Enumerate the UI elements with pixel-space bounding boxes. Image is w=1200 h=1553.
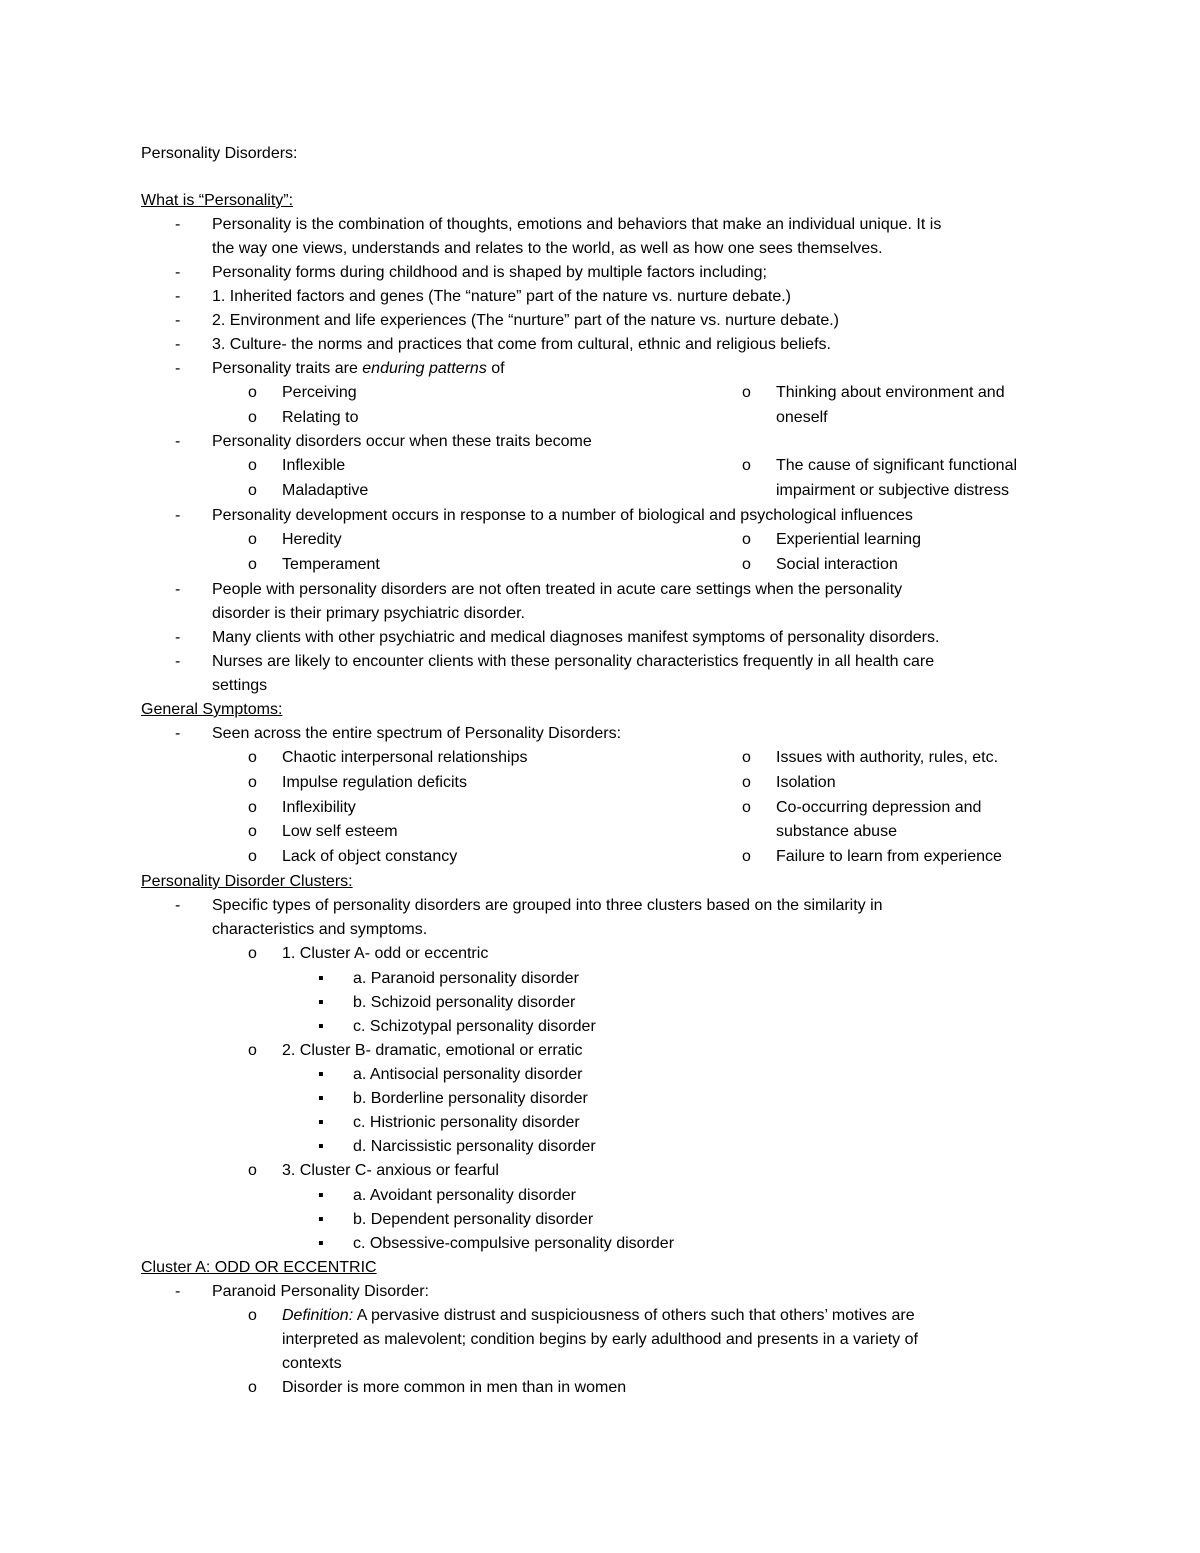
sub-item-text: oneself (776, 409, 828, 426)
dash-bullet: - (175, 312, 181, 329)
sub-item-text: Experiential learning (776, 531, 921, 548)
sub-item-text: Impulse regulation deficits (282, 774, 467, 791)
circle-bullet: o (742, 749, 751, 766)
sub-item-text: Temperament (282, 556, 380, 573)
sub-item-text: Social interaction (776, 556, 898, 573)
sub-item-text: interpreted as malevolent; condition begins by early adulthood and presents in a variety of (282, 1331, 918, 1348)
dash-bullet: - (175, 725, 181, 742)
circle-bullet: o (742, 556, 751, 573)
circle-bullet: o (248, 774, 257, 791)
square-bullet: ▪ (318, 1138, 324, 1155)
sub-sub-item-text: a. Paranoid personality disorder (353, 970, 579, 987)
list-item-text: Personality forms during childhood and is shaped by multiple factors including; (212, 264, 767, 281)
circle-bullet: o (248, 457, 257, 474)
sub-item-text: substance abuse (776, 823, 897, 840)
dash-bullet: - (175, 264, 181, 281)
sub-item-text: Inflexible (282, 457, 346, 474)
sub-sub-item-text: d. Narcissistic personality disorder (353, 1138, 596, 1155)
sub-item-text: 1. Cluster A- odd or eccentric (282, 945, 489, 962)
sub-item-text: Heredity (282, 531, 342, 548)
dash-bullet: - (175, 629, 181, 646)
list-item-text: Personality disorders occur when these traits become (212, 433, 592, 450)
square-bullet: ▪ (318, 1018, 324, 1035)
dash-bullet: - (175, 1283, 181, 1300)
dash-bullet: - (175, 288, 181, 305)
circle-bullet: o (742, 457, 751, 474)
list-item-text: Paranoid Personality Disorder: (212, 1283, 429, 1300)
section-heading-clusters: Personality Disorder Clusters: (141, 873, 353, 890)
sub-item-text: Perceiving (282, 384, 357, 401)
document-title: Personality Disorders: (141, 145, 298, 162)
circle-bullet: o (248, 1042, 257, 1059)
section-heading-cluster-a: Cluster A: ODD OR ECCENTRIC (141, 1259, 377, 1276)
circle-bullet: o (248, 749, 257, 766)
dash-bullet: - (175, 336, 181, 353)
circle-bullet: o (248, 409, 257, 426)
dash-bullet: - (175, 360, 181, 377)
sub-sub-item-text: b. Borderline personality disorder (353, 1090, 588, 1107)
sub-sub-item-text: c. Schizotypal personality disorder (353, 1018, 596, 1035)
square-bullet: ▪ (318, 1066, 324, 1083)
sub-sub-item-text: b. Dependent personality disorder (353, 1211, 594, 1228)
sub-item-text: Issues with authority, rules, etc. (776, 749, 999, 766)
definition-label: Definition: (282, 1307, 354, 1324)
section-heading-general-symptoms: General Symptoms: (141, 701, 283, 718)
sub-sub-item-text: b. Schizoid personality disorder (353, 994, 576, 1011)
circle-bullet: o (742, 384, 751, 401)
sub-item-text: Lack of object constancy (282, 848, 458, 865)
circle-bullet: o (248, 1307, 257, 1324)
sub-item-text: Failure to learn from experience (776, 848, 1002, 865)
list-item-text: Seen across the entire spectrum of Personality Disorders: (212, 725, 622, 742)
square-bullet: ▪ (318, 1114, 324, 1131)
list-item-text: 3. Culture- the norms and practices that come from cultural, ethnic and religious beliefs. (212, 336, 831, 353)
list-item-text: characteristics and symptoms. (212, 921, 428, 938)
sub-item-text: Relating to (282, 409, 359, 426)
circle-bullet: o (248, 1379, 257, 1396)
circle-bullet: o (742, 799, 751, 816)
circle-bullet: o (248, 531, 257, 548)
square-bullet: ▪ (318, 1211, 324, 1228)
circle-bullet: o (248, 1162, 257, 1179)
sub-item-text (282, 1304, 915, 1328)
section-heading-what-is-personality: What is “Personality”: (141, 192, 294, 209)
sub-item-text: Co-occurring depression and (776, 799, 982, 816)
sub-item-text: contexts (282, 1355, 342, 1372)
list-item-text: Personality is the combination of thoughts, emotions and behaviors that make an individual unique. It is (212, 216, 942, 233)
sub-sub-item-text: a. Antisocial personality disorder (353, 1066, 583, 1083)
circle-bullet: o (742, 531, 751, 548)
sub-sub-item-text: a. Avoidant personality disorder (353, 1187, 576, 1204)
dash-bullet: - (175, 216, 181, 233)
list-item-text (212, 357, 505, 381)
square-bullet: ▪ (318, 1090, 324, 1107)
sub-item-text: 3. Cluster C- anxious or fearful (282, 1162, 499, 1179)
sub-item-text: Inflexibility (282, 799, 356, 816)
dash-bullet: - (175, 897, 181, 914)
text-run: A pervasive distrust and suspiciousness of others such that others’ motives are (353, 1307, 915, 1324)
list-item-text: Specific types of personality disorders are grouped into three clusters based on the similarity in (212, 897, 883, 914)
circle-bullet: o (248, 799, 257, 816)
circle-bullet: o (248, 945, 257, 962)
sub-sub-item-text: c. Obsessive-compulsive personality disorder (353, 1235, 675, 1252)
sub-item-text: Maladaptive (282, 482, 369, 499)
circle-bullet: o (742, 774, 751, 791)
sub-item-text: Disorder is more common in men than in women (282, 1379, 627, 1396)
sub-item-text: impairment or subjective distress (776, 482, 1009, 499)
text-run: of (486, 360, 505, 377)
sub-item-text: The cause of significant functional (776, 457, 1018, 474)
square-bullet: ▪ (318, 1187, 324, 1204)
dash-bullet: - (175, 433, 181, 450)
list-item-text: disorder is their primary psychiatric disorder. (212, 605, 525, 622)
circle-bullet: o (742, 848, 751, 865)
square-bullet: ▪ (318, 1235, 324, 1252)
list-item-text: settings (212, 677, 268, 694)
sub-item-text: Isolation (776, 774, 836, 791)
sub-item-text: 2. Cluster B- dramatic, emotional or erratic (282, 1042, 583, 1059)
square-bullet: ▪ (318, 970, 324, 987)
sub-item-text: Chaotic interpersonal relationships (282, 749, 528, 766)
circle-bullet: o (248, 556, 257, 573)
sub-item-text: Low self esteem (282, 823, 398, 840)
dash-bullet: - (175, 507, 181, 524)
circle-bullet: o (248, 384, 257, 401)
text-run: Personality traits are (212, 360, 363, 377)
dash-bullet: - (175, 653, 181, 670)
dash-bullet: - (175, 581, 181, 598)
list-item-text: Personality development occurs in response to a number of biological and psychological influences (212, 507, 913, 524)
list-item-text: the way one views, understands and relates to the world, as well as how one sees themselves. (212, 240, 883, 257)
square-bullet: ▪ (318, 994, 324, 1011)
emphasis-text: enduring patterns (362, 360, 487, 377)
list-item-text: 1. Inherited factors and genes (The “nature” part of the nature vs. nurture debate.) (212, 288, 791, 305)
sub-sub-item-text: c. Histrionic personality disorder (353, 1114, 580, 1131)
circle-bullet: o (248, 848, 257, 865)
list-item-text: Nurses are likely to encounter clients with these personality characteristics frequently in all health care (212, 653, 935, 670)
list-item-text: People with personality disorders are not often treated in acute care settings when the personality (212, 581, 903, 598)
circle-bullet: o (248, 823, 257, 840)
list-item-text: 2. Environment and life experiences (The “nurture” part of the nature vs. nurture debate.) (212, 312, 839, 329)
circle-bullet: o (248, 482, 257, 499)
sub-item-text: Thinking about environment and (776, 384, 1005, 401)
list-item-text: Many clients with other psychiatric and medical diagnoses manifest symptoms of personality disorders. (212, 629, 940, 646)
